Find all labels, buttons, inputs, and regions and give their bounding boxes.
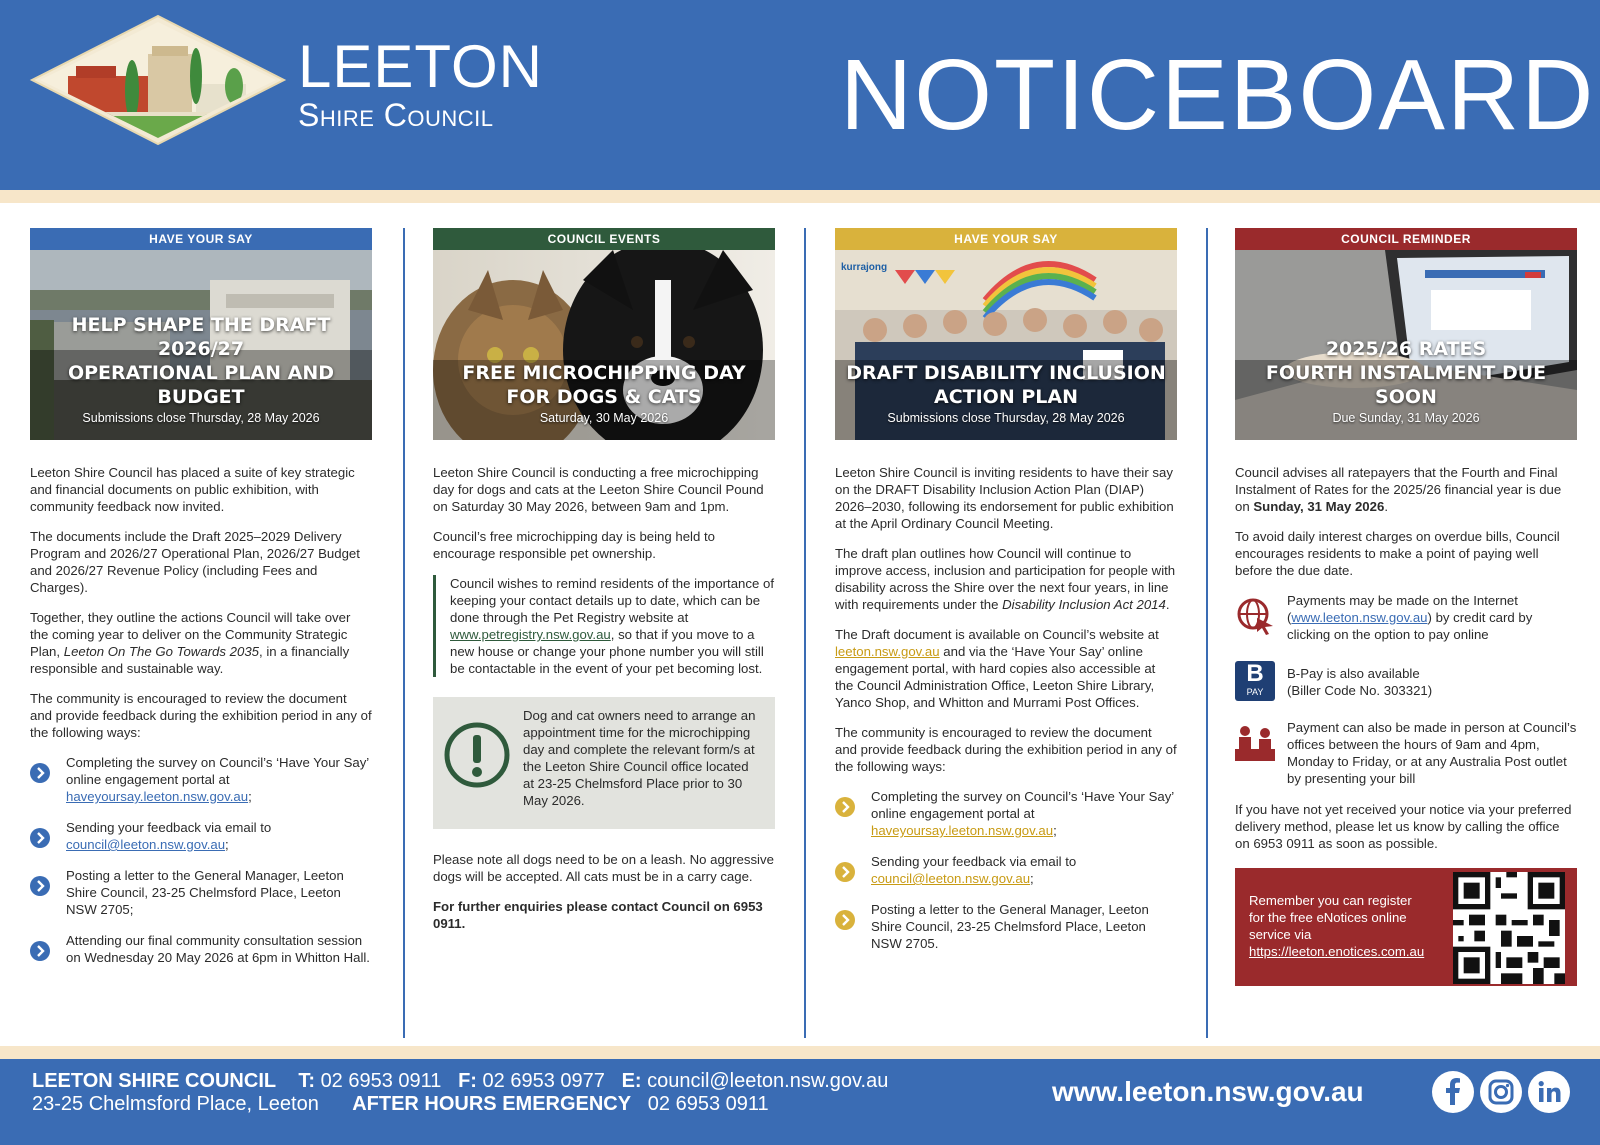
list-item: Sending your feedback via email to council@leeton.nsw.gov.au; — [30, 819, 372, 853]
photo-sign: kurrajong — [841, 262, 888, 273]
header — [0, 0, 1600, 190]
alert-text: Dog and cat owners need to arrange an appointment time for the microchipping day and complete the relevant form/s at the Leeton Shire Council office located at 23-25 Chelmsford Place prior to 30 May 2026. — [523, 708, 756, 808]
have-your-say-link[interactable]: haveyoursay.leeton.nsw.gov.au — [871, 823, 1054, 838]
notice-title-line: DRAFT DISABILITY INCLUSION — [846, 362, 1166, 384]
chevron-right-icon — [30, 876, 50, 896]
list-item: Completing the survey on Council’s ‘Have Your Say’ online engagement portal at haveyoursay.leeton.nsw.gov.au; — [30, 754, 372, 805]
notice-subtitle: Submissions close Thursday, 28 May 2026 — [82, 411, 320, 425]
list-item: Completing the survey on Council’s ‘Have Your Say’ online engagement portal at haveyoursay.leeton.nsw.gov.au; — [835, 788, 1177, 839]
enotices-box: Remember you can register for the free eNotices online service via https://leeton.enotices.com.au — [1235, 868, 1577, 986]
category-tag: COUNCIL EVENTS — [433, 228, 775, 250]
footer-address-line — [32, 1092, 769, 1116]
list-item: Sending your feedback via email to council@leeton.nsw.gov.au; — [835, 853, 1177, 887]
pet-registry-link[interactable]: www.petregistry.nsw.gov.au — [450, 627, 611, 642]
notice-title-line: HELP SHAPE THE DRAFT 2026/27 — [71, 314, 331, 360]
footer-org: LEETON SHIRE COUNCIL — [32, 1070, 277, 1092]
pull-quote: Council wishes to remind residents of the importance of keeping your contact details up to date, which can be done through the Pet Registry website at www.petregistry.nsw.gov.au, so that if you move to a new house or change your phone number you will still be contactable in the event of your pet becoming lost. — [433, 575, 775, 677]
chevron-right-icon — [30, 941, 50, 961]
brand-wordmark — [298, 33, 543, 133]
chevron-right-icon — [30, 828, 50, 848]
notice-title-line: FOURTH INSTALMENT DUE SOON — [1265, 362, 1547, 408]
payment-option-online: Payments may be made on the Internet (www.leeton.nsw.gov.au) by credit card by clicking on the option to pay online — [1235, 592, 1577, 643]
bpay-icon: B PAY — [1235, 661, 1275, 701]
notice-operational-plan — [30, 228, 372, 980]
due-date: Sunday, 31 May 2026 — [1253, 499, 1385, 514]
paragraph: The Draft document is available on Council’s website at leeton.nsw.gov.au and via the ‘Have Your Say’ online engagement portal, with hard copies also accessible at the Council Administration Office, Leeton Shire Library, Yanco Shop, and Whitton and Murrami Post Offices. — [835, 627, 1159, 710]
notice-title-line: ACTION PLAN — [934, 386, 1078, 408]
paragraph: The community is encouraged to review the document and provide feedback during the exhibition period in any of the following ways: — [30, 691, 372, 740]
footer-contact-line: LEETON SHIRE COUNCIL T: 02 6953 0911 F: 02 6953 0977 E: council@leeton.nsw.gov.au — [32, 1070, 889, 1092]
column-divider — [403, 228, 405, 1038]
hero-image — [1235, 250, 1577, 440]
paragraph: If you have not yet received your notice via your preferred delivery method, please let us know by calling the office on 6953 0911 as soon as possible. — [1235, 802, 1572, 851]
notice-title-line: FREE MICROCHIPPING DAY — [462, 362, 746, 384]
paragraph: Council advises all ratepayers that the Fourth and Final Instalment of Rates for the 2025/26 financial year is due on Sunday, 31 May 2026. — [1235, 465, 1562, 514]
payment-option-in-person: Payment can also be made in person at Council’s offices between the hours of 9am and 4pm, Monday to Friday, or at any Australia Post outlet by presenting your bill — [1235, 719, 1577, 787]
header-band — [0, 190, 1600, 203]
footer — [0, 1059, 1600, 1145]
notice-title-line: OPERATIONAL PLAN AND BUDGET — [67, 362, 335, 408]
council-payment-link[interactable]: www.leeton.nsw.gov.au — [1291, 610, 1428, 625]
chevron-right-icon — [835, 797, 855, 817]
paragraph: Please note all dogs need to be on a leash. No aggressive dogs will be accepted. All cats must be in a carry cage. — [433, 852, 774, 884]
category-tag: HAVE YOUR SAY — [835, 228, 1177, 250]
qr-code-icon[interactable] — [1453, 872, 1565, 984]
exclamation-icon — [443, 721, 511, 789]
alert-box — [433, 697, 775, 829]
footer-band — [0, 1046, 1600, 1059]
notice-body — [433, 464, 775, 932]
notice-disability-inclusion — [835, 228, 1177, 966]
category-tag: HAVE YOUR SAY — [30, 228, 372, 250]
footer-website-link[interactable]: www.leeton.nsw.gov.au — [1052, 1076, 1364, 1107]
notice-body — [30, 464, 372, 966]
hero-image — [30, 250, 372, 440]
notice-subtitle: Submissions close Thursday, 28 May 2026 — [887, 411, 1125, 425]
counter-service-icon — [1235, 723, 1275, 763]
chevron-right-icon — [835, 910, 855, 930]
footer-phone[interactable]: 02 6953 0911 — [320, 1070, 442, 1092]
list-item: Posting a letter to the General Manager, Leeton Shire Council, 23-25 Chelmsford Place, Leeton NSW 2705; — [30, 867, 372, 918]
linkedin-icon[interactable] — [1528, 1071, 1570, 1113]
hero-image — [433, 250, 775, 440]
notice-title-line: 2025/26 RATES — [1325, 338, 1487, 360]
council-website-link[interactable]: leeton.nsw.gov.au — [835, 644, 940, 659]
hero-image — [835, 250, 1177, 440]
instagram-icon[interactable] — [1480, 1071, 1522, 1113]
biller-code: (Biller Code No. 303321) — [1287, 683, 1433, 698]
category-tag: COUNCIL REMINDER — [1235, 228, 1577, 250]
paragraph: For further enquiries please contact Council on 6953 0911. — [433, 899, 763, 931]
email-link[interactable]: council@leeton.nsw.gov.au — [66, 837, 226, 852]
paragraph: The documents include the Draft 2025–2029 Delivery Program and 2026/27 Operational Plan, 2026/27 Budget and 2026/27 Revenue Policy (including Fees and Charges). — [30, 529, 360, 595]
footer-address: 23-25 Chelmsford Place, Leeton — [32, 1093, 319, 1115]
chevron-right-icon — [835, 862, 855, 882]
emergency-label: AFTER HOURS EMERGENCY — [352, 1093, 632, 1115]
paragraph: Council’s free microchipping day is being held to encourage responsible pet ownership. — [433, 529, 715, 561]
act-name: Disability Inclusion Act 2014 — [1002, 597, 1166, 612]
paragraph: To avoid daily interest charges on overdue bills, Council encourages residents to make a point of paying well before the due date. — [1235, 529, 1560, 578]
notice-title-line: FOR DOGS & CATS — [506, 386, 702, 408]
paragraph: The draft plan outlines how Council will continue to improve access, inclusion and participation for people with disability across the Shire over the next four years, in line with requirements under the Disability Inclusion Act 2014. — [835, 546, 1176, 612]
payment-option-bpay — [1235, 657, 1577, 699]
notice-subtitle: Due Sunday, 31 May 2026 — [1332, 411, 1480, 425]
footer-email[interactable]: council@leeton.nsw.gov.au — [647, 1070, 889, 1092]
paragraph: The community is encouraged to review the document and provide feedback during the exhibition period in any of the following ways: — [835, 725, 1177, 774]
email-link[interactable]: council@leeton.nsw.gov.au — [871, 871, 1031, 886]
page-title: NOTICEBOARD — [840, 39, 1596, 151]
notice-subtitle: Saturday, 30 May 2026 — [539, 411, 669, 425]
notice-rates-reminder — [1235, 228, 1577, 986]
enotices-link[interactable]: https://leeton.enotices.com.au — [1249, 944, 1425, 959]
facebook-icon[interactable] — [1432, 1071, 1474, 1113]
brand-shire-council: Shire Council — [298, 97, 494, 133]
paragraph: Together, they outline the actions Council will take over the coming year to deliver on the Community Strategic Plan, Leeton On The Go Towards 2035, in a financially responsible and sustainable way. — [30, 610, 351, 676]
plan-name: Leeton On The Go Towards 2035 — [63, 644, 259, 659]
footer-fax: 02 6953 0977 — [482, 1070, 605, 1092]
brand-leeton: LEETON — [298, 33, 543, 100]
paragraph: Leeton Shire Council is inviting residents to have their say on the DRAFT Disability Inclusion Action Plan (DIAP) 2026–2030, following its endorsement for public exhibition at the April Ordinary Council Meeting. — [835, 465, 1174, 531]
chevron-right-icon — [30, 763, 50, 783]
notice-body — [835, 464, 1177, 952]
column-divider — [1206, 228, 1208, 1038]
paragraph: Leeton Shire Council has placed a suite of key strategic and financial documents on public exhibition, with community feedback now invited. — [30, 465, 355, 514]
list-item: Posting a letter to the General Manager, Leeton Shire Council, 23-25 Chelmsford Place, Leeton NSW 2705. — [835, 901, 1177, 952]
paragraph: Leeton Shire Council is conducting a free microchipping day for dogs and cats at the Leeton Shire Council Pound on Saturday 30 May 2026, between 9am and 1pm. — [433, 465, 764, 514]
notice-microchipping — [433, 228, 775, 945]
have-your-say-link[interactable]: haveyoursay.leeton.nsw.gov.au — [66, 789, 249, 804]
emergency-phone[interactable]: 02 6953 0911 — [647, 1093, 769, 1115]
globe-cursor-icon — [1235, 596, 1275, 636]
list-item: Attending our final community consultation session on Wednesday 20 May 2026 at 6pm in Whitton Hall. — [30, 932, 372, 966]
column-divider — [804, 228, 806, 1038]
notice-body — [1235, 464, 1577, 986]
bpay-text: B-Pay is also available — [1287, 666, 1420, 681]
council-logo — [28, 14, 288, 146]
